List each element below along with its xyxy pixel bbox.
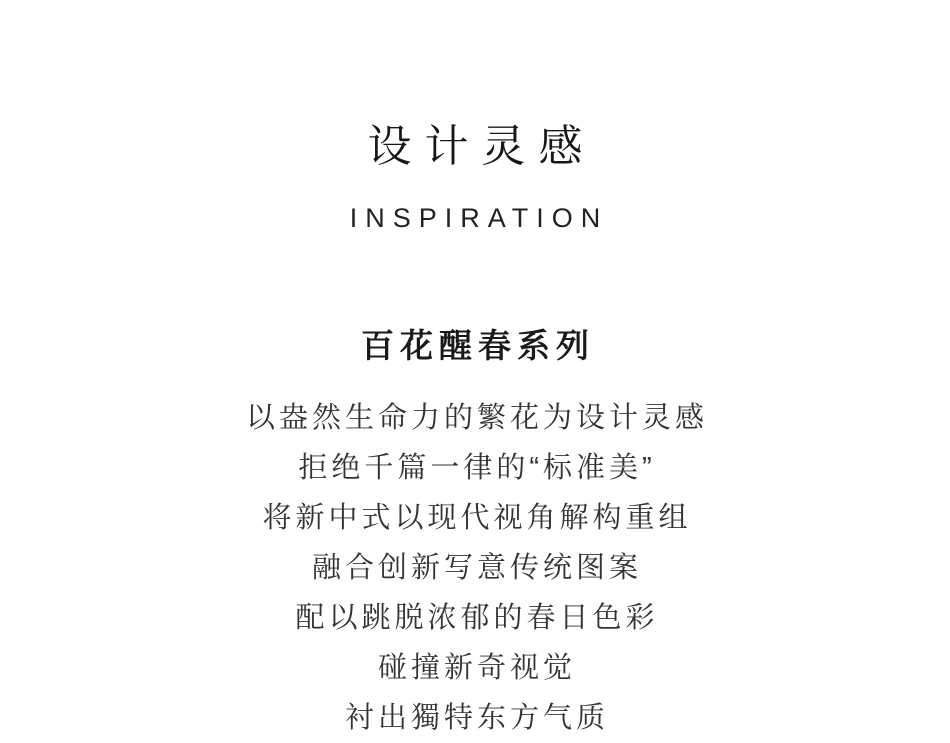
body-line: 拒绝千篇一律的“标准美” [298, 452, 656, 485]
series-description [0, 393, 950, 743]
series-title: 百花醒春系列 [361, 326, 595, 364]
page-subtitle: INSPIRATION [349, 202, 609, 233]
body-line: 配以跳脱浓郁的春日色彩 [295, 602, 659, 635]
body-line: 将新中式以现代视角解构重组 [262, 502, 692, 535]
page-title: 设计灵感 [367, 122, 596, 172]
body-line: 以盎然生命力的繁花为设计灵感 [245, 402, 708, 435]
body-line: 融合创新写意传统图案 [311, 552, 642, 585]
body-line: 碰撞新奇视觉 [377, 652, 576, 685]
body-line: 衬出獨特东方气质 [344, 702, 609, 735]
